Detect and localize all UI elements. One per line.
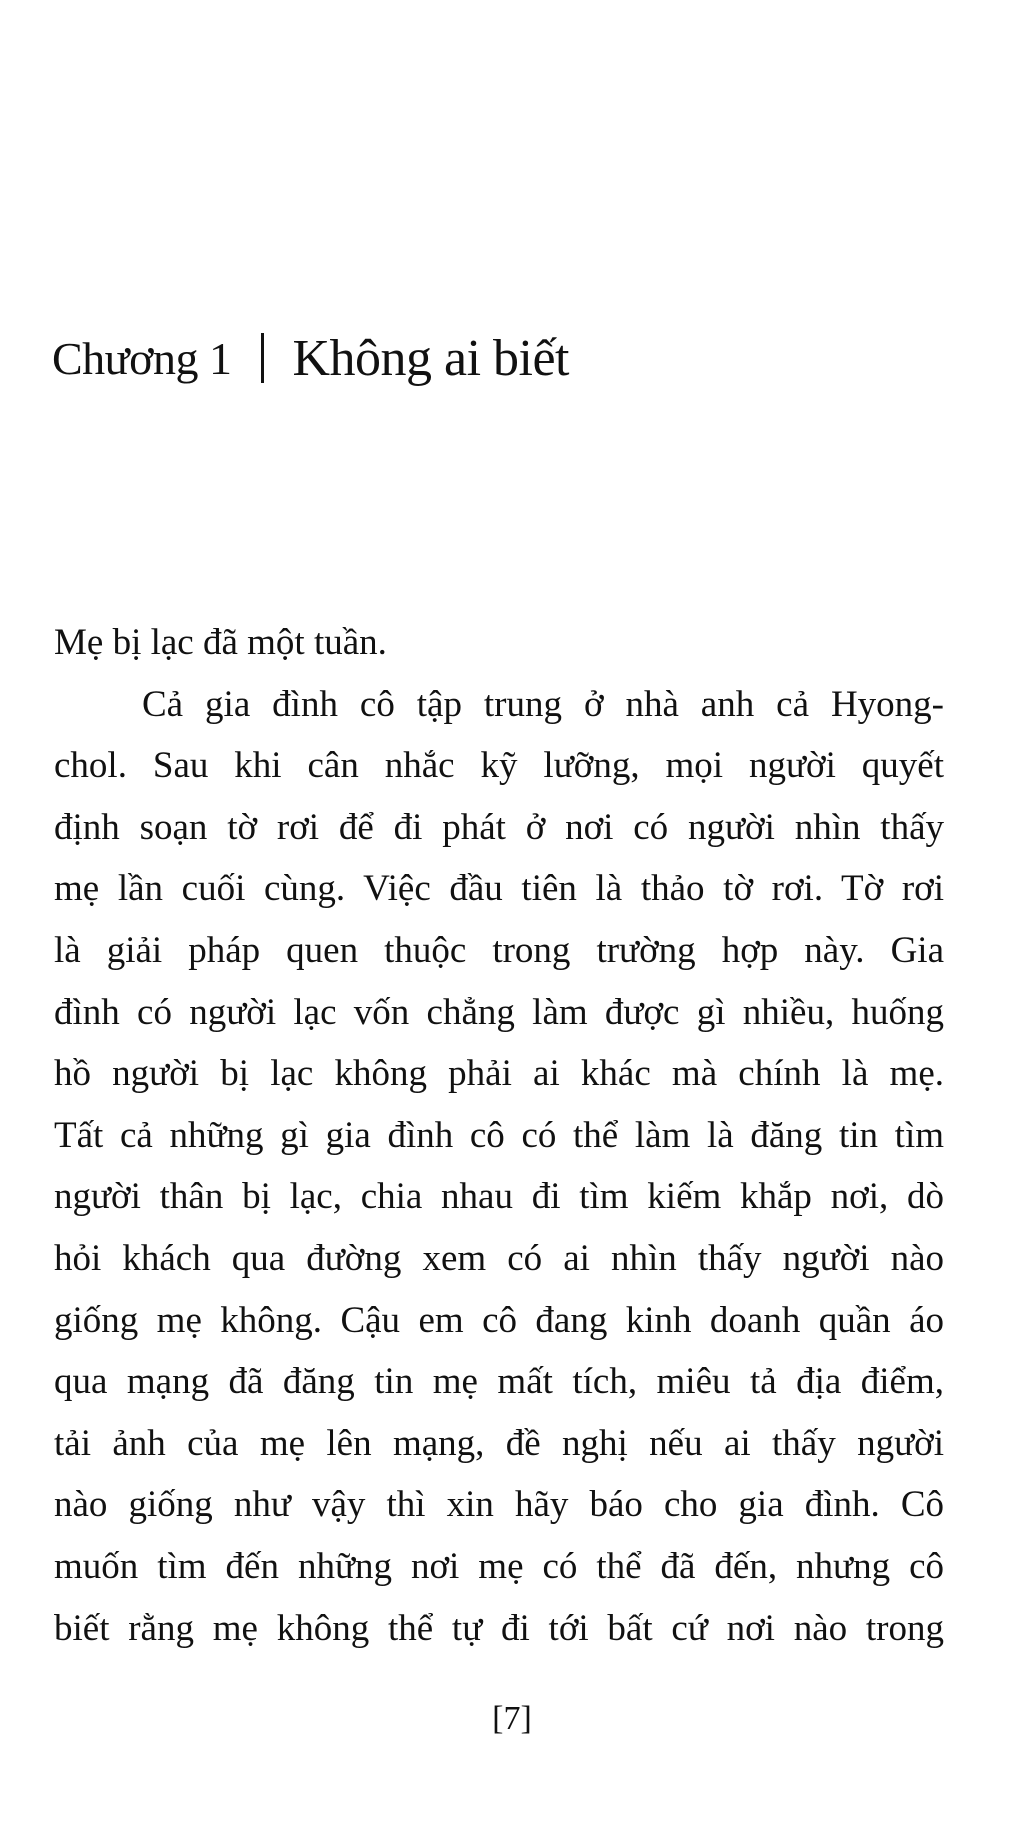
text-line: định soạn tờ rơi để đi phát ở nơi có người nhìn thấy [54,806,944,848]
chapter-divider [261,333,264,383]
text-line: Cả gia đình cô tập trung ở nhà anh cả Hyong- [142,683,944,725]
text-line: mẹ lần cuối cùng. Việc đầu tiên là thảo tờ rơi. Tờ rơi [54,868,944,910]
text-line: giống mẹ không. Cậu em cô đang kinh doanh quần áo [54,1299,944,1341]
body-text [54,612,944,1659]
text-line: là giải pháp quen thuộc trong trường hợp này. Gia [54,929,944,971]
chapter-label: Chương 1 [52,332,232,384]
text-line: hồ người bị lạc không phải ai khác mà chính là mẹ. [54,1053,944,1095]
text-line: Mẹ bị lạc đã một tuần. [54,622,387,663]
text-line: hỏi khách qua đường xem có ai nhìn thấy người nào [54,1237,944,1279]
text-line: biết rằng mẹ không thể tự đi tới bất cứ nơi nào trong [54,1607,944,1649]
text-line: nào giống như vậy thì xin hãy báo cho gia đình. Cô [54,1484,944,1526]
text-line: đình có người lạc vốn chẳng làm được gì nhiều, huống [54,991,944,1033]
text-line: chol. Sau khi cân nhắc kỹ lưỡng, mọi người quyết [54,745,944,787]
text-line: muốn tìm đến những nơi mẹ có thể đã đến, nhưng cô [54,1545,944,1587]
chapter-heading [52,323,569,393]
text-line: Tất cả những gì gia đình cô có thể làm là đăng tin tìm [54,1114,944,1156]
text-line: qua mạng đã đăng tin mẹ mất tích, miêu tả địa điểm, [54,1361,944,1403]
text-line: người thân bị lạc, chia nhau đi tìm kiếm khắp nơi, dò [54,1176,944,1218]
chapter-title: Không ai biết [292,329,570,387]
page-number: [7] [492,1700,532,1737]
text-line: tải ảnh của mẹ lên mạng, đề nghị nếu ai thấy người [54,1422,944,1464]
